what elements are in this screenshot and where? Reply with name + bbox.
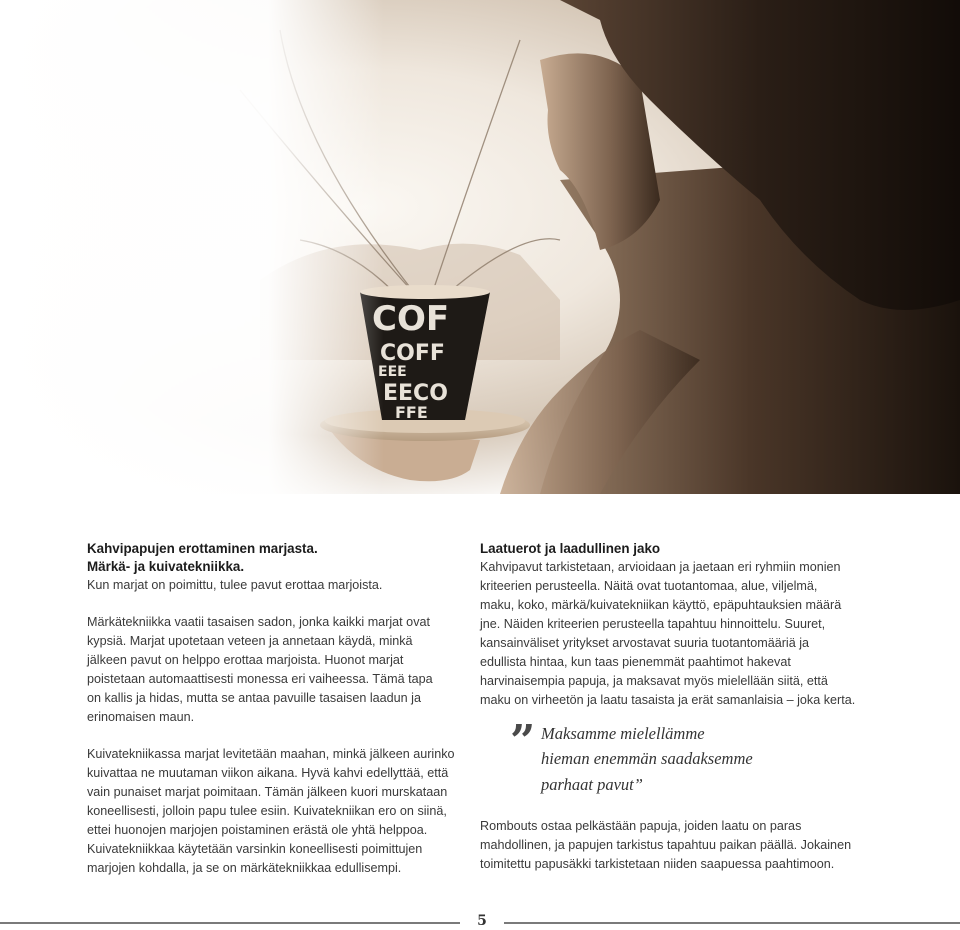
quote-mark-icon: ” [510,716,536,767]
text-line: edullista hintaa, kun taas pienemmät paahtimot hakevat [480,655,791,669]
text-line: poistetaan automaattisesti monessa eri vaiheessa. Tämä tapa [87,672,433,686]
right-column [480,540,900,710]
left-paragraph-2 [87,745,472,878]
text-line: koneellisesti, jolloin papu tulee esiin. Kuivatekniikan ero on siinä, [87,804,447,818]
text-line: kansainväliset yritykset arvostavat suuria tuotantomääriä ja [480,636,809,650]
text-line: mahdollinen, ja papujen tarkistus tapahtuu paikan päällä. Jokainen [480,838,852,852]
quote-line: parhaat pavut” [541,775,643,794]
text-line: Märkätekniikka vaatii tasaisen sadon, jonka kaikki marjat ovat [87,615,430,629]
text-line: toimitettu papusäkki tarkistetaan niiden saapuessa paahtimoon. [480,857,835,871]
quote-text [541,722,753,798]
text-line: harvinaisempia papuja, ja maksavat myös mielellään siitä, että [480,674,828,688]
text-line: Rombouts ostaa pelkästään papuja, joiden laatu on paras [480,819,802,833]
text-line: vain punaiset marjat poimitaan. Tämän jälkeen kuori murskataan [87,785,448,799]
right-paragraph-2 [480,817,900,874]
text-line: erinomaisen maun. [87,710,195,724]
left-intro: Kun marjat on poimittu, tulee pavut erottaa marjoista. [87,578,383,592]
quote-line: hieman enemmän saadaksemme [541,748,753,768]
text-line: kriteerien perusteella. Näitä ovat tuotantomaa, alue, viljelmä, [480,579,818,593]
right-paragraph-1 [480,558,900,710]
text-line: Kuivatekniikassa marjat levitetään maahan, minkä jälkeen aurinko [87,747,455,761]
text-line: kuivattaa ne muutaman viikon aikana. Hyvä kahvi edellyttää, että [87,766,449,780]
text-line: marjojen kohdalla, ja se on märkätekniikkaa edullisempi. [87,861,402,875]
left-heading-line-1: Kahvipapujen erottaminen marjasta. [87,541,318,556]
text-line: on kallis ja hidas, mutta se antaa pavuille tasaisen laadun ja [87,691,421,705]
left-column [87,540,472,878]
quote-line: Maksamme mielellämme [541,724,705,743]
text-line: jne. Näiden kriteerien perusteella tapahtuu hinnoittelu. Suuret, [480,617,826,631]
text-line: jälkeen pavut on helppo erottaa marjoista. Huonot marjat [87,653,404,667]
left-heading-line-2: Märkä- ja kuivatekniikka. [87,559,245,574]
text-line: maku, koko, märkä/kuivatekniikan käyttö, epäpuhtauksien määrä [480,598,842,612]
text-line: ettei huonojen marjojen poistaminen erästä ole yhtä helppoa. [87,823,428,837]
right-heading: Laatuerot ja laadullinen jako [480,541,661,556]
text-line: maku on virheetön ja laatu tasaista ja erät samanlaisia – joka kerta. [480,693,856,707]
text-line: Kuivatekniikkaa käytetään varsinkin koneellisesti poimittujen [87,842,423,856]
page-number: 5 [477,913,487,929]
left-paragraph-1 [87,613,472,727]
text-line: Kahvipavut tarkistetaan, arvioidaan ja jaetaan eri ryhmiin monien [480,560,841,574]
text-line: kypsiä. Marjat upotetaan veteen ja annetaan käydä, minkä [87,634,413,648]
